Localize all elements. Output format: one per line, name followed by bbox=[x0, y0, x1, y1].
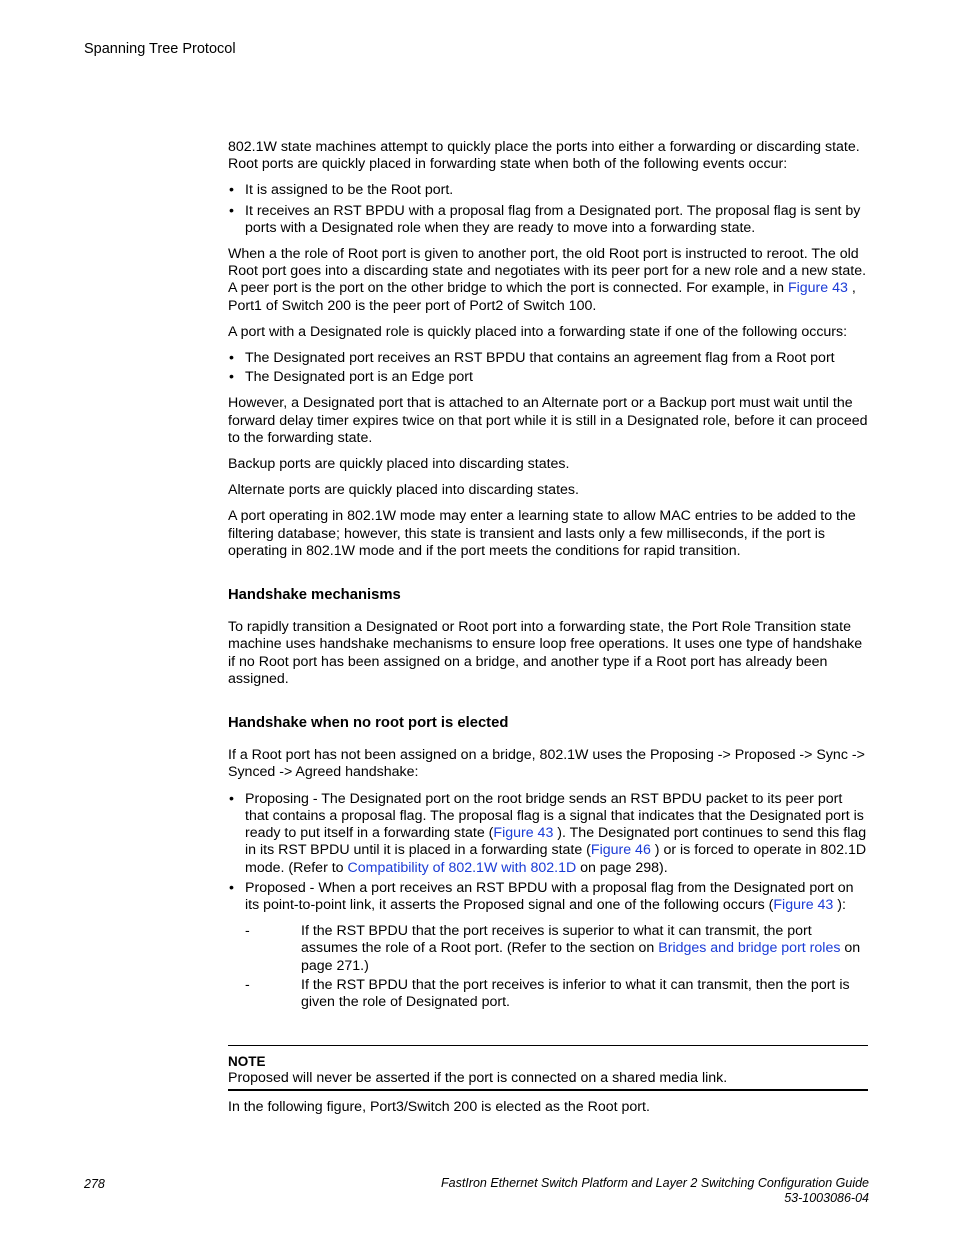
dash-marker: - bbox=[245, 923, 250, 940]
text-run: When a the role of Root port is given to another port, the old Root port is instructed to reroot. The old Root port goes into a discarding state and negotiates with its peer port for a new role and a new state. A peer port is the port on the other bridge to which the port is connected. For example, in bbox=[228, 246, 867, 297]
footer-doc-info bbox=[441, 1176, 869, 1206]
figure-46-link[interactable]: Figure 46 bbox=[590, 842, 651, 859]
paragraph: If a Root port has not been assigned on a bridge, 802.1W uses the Proposing -> Proposed -> Sync -> Synced -> Agreed handshake: bbox=[228, 747, 865, 781]
paragraph: In the following figure, Port3/Switch 200 is elected as the Root port. bbox=[228, 1098, 650, 1115]
section-heading: Handshake mechanisms bbox=[228, 587, 401, 604]
list-item bbox=[228, 791, 868, 877]
list-item: • The Designated port is an Edge port bbox=[228, 369, 868, 386]
text-run: Proposing - The Designated port on the root bridge sends an RST BPDU packet to its peer port that contains a proposal flag. The proposal flag is a signal that indicates that the Designated port is ready to put itself in a forwarding state ( bbox=[245, 790, 864, 842]
paragraph: However, a Designated port that is attached to an Alternate port or a Backup port must wait until the forward delay timer expires twice on that port while it is still in a Designated role, before it can proceed to the forwarding state. bbox=[228, 395, 868, 446]
bullet-list bbox=[228, 182, 868, 237]
compatibility-link[interactable]: Compatibility of 802.1W with 802.1D bbox=[347, 859, 577, 876]
figure-43-link[interactable]: Figure 43 bbox=[787, 280, 848, 297]
section-heading: Handshake when no root port is elected bbox=[228, 715, 509, 732]
dash-marker: - bbox=[245, 976, 250, 993]
text-run: If the RST BPDU that the port receives is inferior to what it can transmit, then the port is given the role of Designated port. bbox=[301, 976, 850, 1010]
text-run: ) or is forced to operate in 802.1D mode. (Refer to bbox=[245, 842, 867, 876]
note-text: Proposed will never be asserted if the port is connected on a shared media link. bbox=[228, 1070, 728, 1087]
paragraph: Alternate ports are quickly placed into discarding states. bbox=[228, 482, 579, 499]
paragraph: Backup ports are quickly placed into discarding states. bbox=[228, 456, 570, 473]
paragraph: A port with a Designated role is quickly placed into a forwarding state if one of the following occurs: bbox=[228, 323, 848, 340]
text-run: Proposed - When a port receives an RST BPDU with a proposal flag from the Designated port on its point-to-point link, it asserts the Proposed signal and one of the following occurs ( bbox=[245, 879, 854, 913]
paragraph bbox=[228, 246, 868, 315]
footer-title: FastIron Ethernet Switch Platform and Layer 2 Switching Configuration Guide bbox=[441, 1176, 869, 1190]
figure-43-link[interactable]: Figure 43 bbox=[773, 896, 834, 913]
paragraph: To rapidly transition a Designated or Root port into a forwarding state, the Port Role Transition state machine uses handshake mechanisms to ensure loop free operations. It uses one type of handshake if no Root port has been assigned on a bridge, and another type if a Root port has already been assigned. bbox=[228, 619, 863, 687]
page-number: 278 bbox=[84, 1177, 105, 1191]
text-run: ): bbox=[833, 896, 846, 913]
text-run: on page 298). bbox=[576, 859, 668, 876]
list-item: • The Designated port receives an RST BPDU that contains an agreement flag from a Root port bbox=[228, 350, 868, 367]
note-box bbox=[228, 1045, 868, 1090]
text-run: , Port1 of Switch 200 is the peer port of Port2 of Switch 100. bbox=[228, 280, 856, 314]
running-header: Spanning Tree Protocol bbox=[84, 41, 236, 57]
note-label: NOTE bbox=[228, 1054, 266, 1070]
footer-doc-id: 53-1003086-04 bbox=[784, 1191, 869, 1205]
sub-list-item bbox=[228, 923, 868, 975]
bridge-port-roles-link[interactable]: Bridges and bridge port roles bbox=[658, 940, 841, 957]
paragraph: 802.1W state machines attempt to quickly place the ports into either a forwarding or discarding state. Root ports are quickly placed in forwarding state when both of the following events occur: bbox=[228, 139, 860, 173]
list-item: • It receives an RST BPDU with a proposal flag from a Designated port. The proposal flag is sent by ports with a Designated role when they are ready to move into a forwarding state. bbox=[228, 203, 868, 237]
page-body bbox=[228, 139, 868, 1116]
text-run: If the RST BPDU that the port receives is superior to what it can transmit, the port assumes the role of a Root port. (Refer to the section on bbox=[301, 923, 812, 957]
text-run: on page 271.) bbox=[301, 940, 861, 974]
paragraph: A port operating in 802.1W mode may enter a learning state to allow MAC entries to be added to the filtering database; however, this state is transient and lasts only a few milliseconds, if the port is operating in 802.1W mode and if the port meets the conditions for rapid transition. bbox=[228, 508, 856, 559]
text-run: ). The Designated port continues to send this flag in its RST BPDU until it is placed in a forwarding state ( bbox=[245, 825, 867, 859]
bullet-list bbox=[228, 791, 868, 914]
list-item: • It is assigned to be the Root port. bbox=[228, 182, 868, 199]
figure-43-link[interactable]: Figure 43 bbox=[493, 825, 554, 842]
list-item bbox=[228, 880, 868, 914]
bullet-list bbox=[228, 350, 868, 386]
sub-list-item bbox=[228, 977, 868, 1011]
